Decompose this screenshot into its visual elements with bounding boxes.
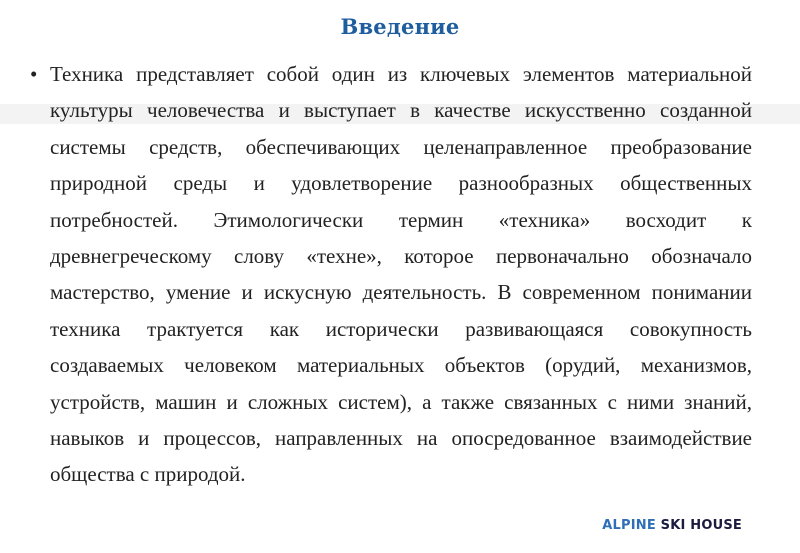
- bullet-item: [30, 56, 752, 493]
- slide-title: Введение: [340, 14, 460, 39]
- brand-logo-part1: ALPINE: [602, 518, 656, 533]
- brand-logo-part2: SKI HOUSE: [660, 518, 742, 533]
- brand-logo: [602, 518, 742, 533]
- body-paragraph: Техника представляет собой один из ключевых элементов материальной культуры человечества и выступает в качестве искусственно созданной системы средств, обеспечивающих целенаправленное преобразование природной среды и удовлетворение разнообразных общественных потребностей. Этимологически термин «техника» восходит к древнегреческому слову «техне», которое первоначально обозначало мастерство, умение и искусную деятельность. В современном понимании техника трактуется как исторически развивающаяся совокупность создаваемых человеком материальных объектов (орудий, механизмов, устройств, машин и сложных систем), а также связанных с ними знаний, навыков и процессов, направленных на опосредованное взаимодействие общества с природой.: [50, 62, 752, 487]
- bullet-icon: •: [30, 62, 38, 86]
